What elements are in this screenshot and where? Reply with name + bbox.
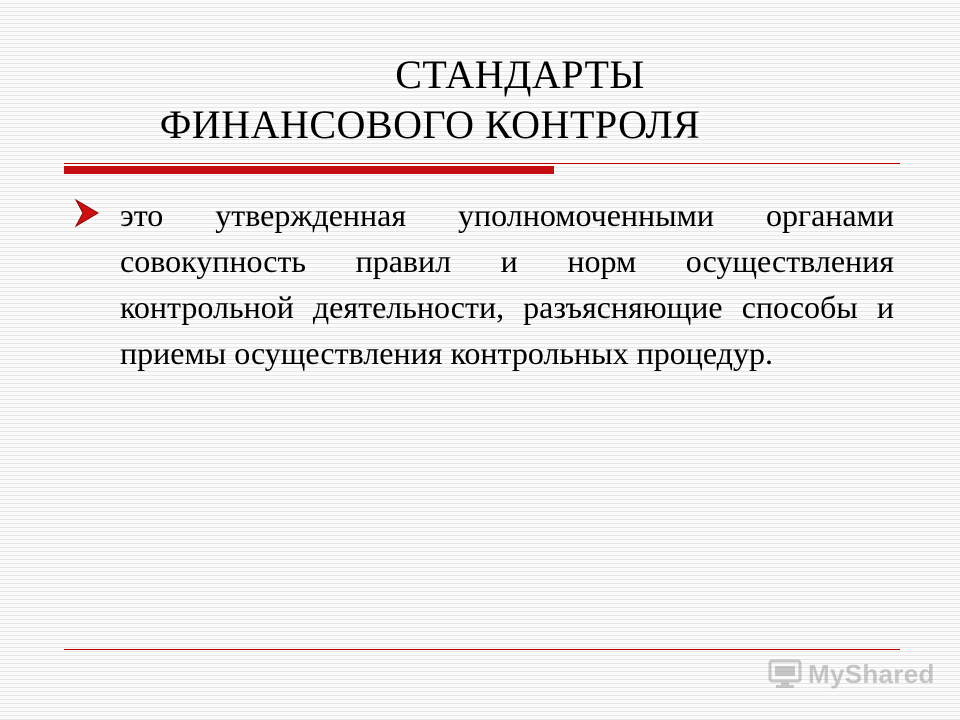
- slide-content: [74, 192, 894, 376]
- title-line-2: ФИНАНСОВОГО КОНТРОЛЯ: [159, 102, 701, 147]
- computer-monitor-icon: [768, 658, 802, 690]
- bullet-text: это утвержденная уполномоченными органами совокупность правил и норм осуществления контрольной деятельности, разъясняющие способы и приемы осуществления контрольных процедур.: [120, 197, 894, 371]
- footer-divider: [64, 649, 900, 650]
- slide-title: [60, 50, 910, 150]
- watermark-text: MyShared: [808, 658, 935, 689]
- title-divider-thin: [64, 163, 900, 164]
- bullet-item: [74, 192, 894, 376]
- title-line-1: СТАНДАРТЫ: [395, 52, 645, 97]
- title-divider-accent: [64, 166, 554, 174]
- watermark-logo: [768, 656, 935, 692]
- arrow-bullet-icon: [74, 198, 100, 228]
